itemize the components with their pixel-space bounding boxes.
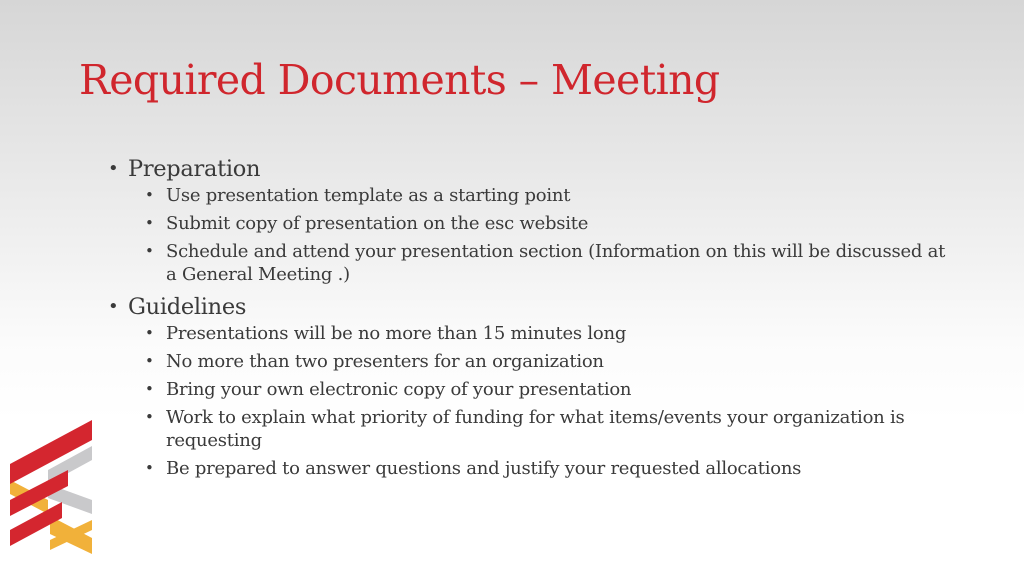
section-preparation bbox=[108, 154, 988, 286]
section-guidelines bbox=[108, 292, 988, 480]
list-item: • Work to explain what priority of funding for what items/events your organization is requesting bbox=[166, 406, 988, 452]
guidelines-list bbox=[108, 322, 988, 480]
list-item: • Bring your own electronic copy of your presentation bbox=[166, 378, 988, 401]
list-item: • No more than two presenters for an organization bbox=[166, 350, 988, 373]
list-item: • Use presentation template as a starting point bbox=[166, 184, 988, 207]
list-item: • Be prepared to answer questions and justify your requested allocations bbox=[166, 457, 988, 480]
bullet-heading-guidelines: • Guidelines bbox=[108, 292, 988, 322]
esc-logo-icon bbox=[6, 418, 98, 568]
bullet-heading-preparation: • Preparation bbox=[108, 154, 988, 184]
list-item: • Schedule and attend your presentation section (Information on this will be discussed at a General Meeting .) bbox=[166, 240, 988, 286]
list-item: • Presentations will be no more than 15 minutes long bbox=[166, 322, 988, 345]
list-item: • Submit copy of presentation on the esc website bbox=[166, 212, 988, 235]
preparation-list bbox=[108, 184, 988, 286]
slide-body bbox=[108, 154, 988, 486]
slide-title: Required Documents – Meeting bbox=[79, 56, 720, 104]
